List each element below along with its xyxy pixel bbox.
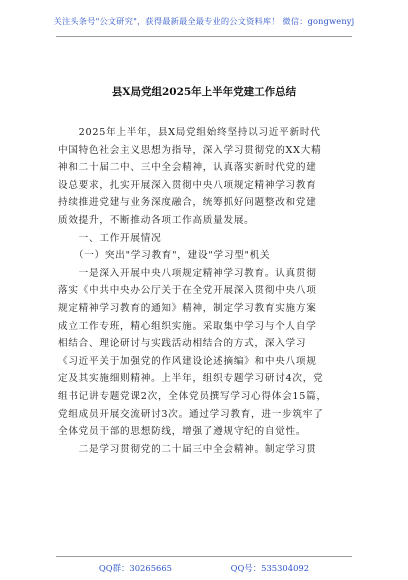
body-line: 相结合、理论研讨与实践活动相结合的方式，深入学习 [58,338,307,350]
body-line: 成立工作专班，精心组织实施。采取集中学习与个人自学 [58,320,317,332]
body-line: 《习近平关于加强党的作风建设论述摘编》和中央八项规 [58,355,317,367]
body-line: 二是学习贯彻党的二十届三中全会精神。制定学习贯 [58,443,317,455]
header-promo-text: 关注头条号"公文研究"，获得最新最全最专业的公文资料库！ 微信：gongwenyj [53,16,355,26]
footer-divider [56,556,352,557]
body-line: 全体党员干部的思想防线，增强了遵规守纪的自觉性。 [58,426,307,438]
body-line: 神和二十届二中、三中全会精神，认真落实新时代党的建 [58,162,317,174]
document-title: 县X局党组2025年上半年党建工作总结 [111,86,297,98]
body-line: 2025年上半年，县X局党组始终坚持以习近平新时代 [58,127,321,138]
footer-contact-text: QQ群：30265665 QQ号：535304092 [98,563,310,573]
body-line: 组书记讲专题党课2次，全体党员撰写学习心得体会15篇， [58,390,327,402]
body-line: 质效提升，不断推动各项工作高质量发展。 [58,214,255,226]
body-line: 中国特色社会主义思想为指导，深入学习贯彻党的XX大精 [58,144,322,156]
header-divider [56,36,352,37]
body-line: 规定精神学习教育的通知》精神，制定学习教育实施方案 [58,302,317,314]
body-line: 持续推进党建与业务深度融合，统筹抓好问题整改和党建 [58,197,317,209]
body-line: 党组成员开展交流研讨3次。通过学习教育，进一步筑牢了 [58,408,324,420]
body-line: 落实《中共中央办公厅关于在全党开展深入贯彻中央八项 [58,285,317,297]
subsection-heading: （一）突出"学习教育"，建设"学习型"机关 [58,250,271,262]
body-line: 设总要求，扎实开展深入贯彻中央八项规定精神学习教育 [58,179,317,191]
body-line: 一是深入开展中央八项规定精神学习教育。认真贯彻 [58,267,317,279]
document-body [58,124,356,458]
body-line: 定及其实施细则精神。上半年，组织专题学习研讨4次，党 [58,373,324,385]
section-heading: 一、工作开展情况 [58,232,162,244]
